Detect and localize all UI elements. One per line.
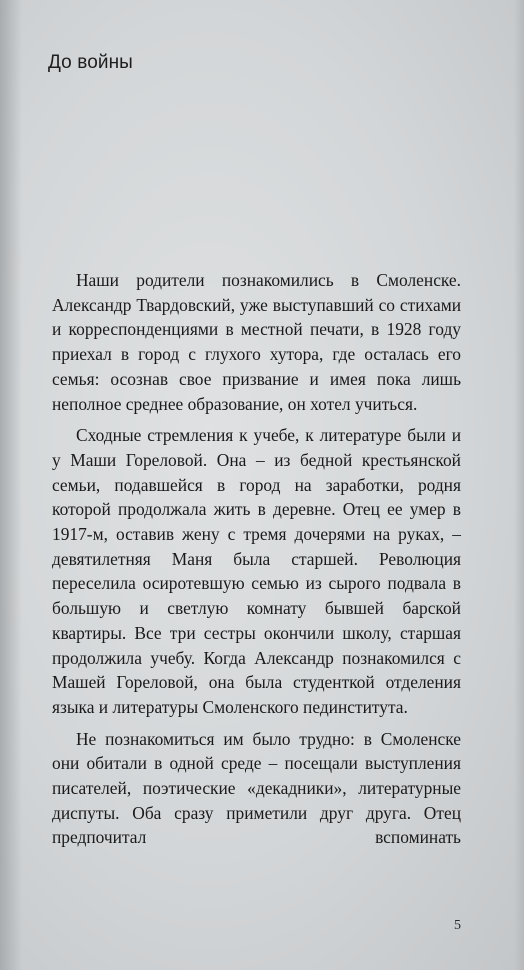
- page-edge-shadow: [514, 0, 524, 970]
- paragraph-2: Сходные стремления к учебе, к литературе были и у Маши Гореловой. Она – из бедной крестьянской семьи, подавшейся в город на заработки, родня которой продолжала жить в деревне. Отец ее умер в 1917-м, оставив жену с тремя дочерями на руках, – девятилетняя Маня была старшей. Революция переселила осиротевшую семью из сырого подвала в большую и светлую комнату бывшей барской квартиры. Все три сестры окончили школу, старшая продолжила учебу. Когда Александр познакомился с Машей Гореловой, она была студенткой отделения языка и литературы Смоленского пединститута.: [52, 425, 461, 717]
- chapter-title: До войны: [48, 52, 133, 73]
- paragraph-1: Наши родители познакомились в Смоленске. Александр Твардовский, уже выступавший со стихами и корреспонденциями в местной печати, в 1928 году приехал в город с глухого хутора, где осталась его семья: осознав свое призвание и имея пока лишь неполное среднее образование, он хотел учиться.: [52, 270, 461, 414]
- page-number: 5: [454, 918, 461, 933]
- paragraph-3: Не познакомиться им было трудно: в Смоленске они обитали в одной среде – посещали выступления писателей, поэтические «декадники», литературные диспуты. Оба сразу приметили друг друга. Отец предпочитал вспоминать: [52, 728, 461, 848]
- body-text: [52, 268, 461, 850]
- page-gutter-shadow: [0, 0, 22, 970]
